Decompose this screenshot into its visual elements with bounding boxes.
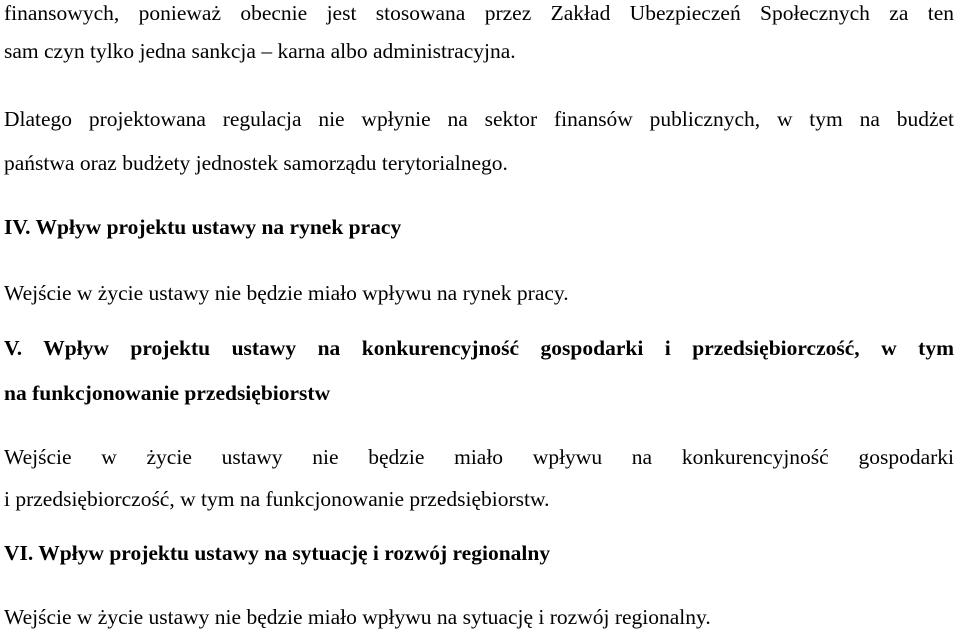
- section-heading-v-continued: na funkcjonowanie przedsiębiorstw: [4, 381, 331, 405]
- section-body-vi: Wejście w życie ustawy nie będzie miało wpływu na sytuację i rozwój regionalny.: [4, 605, 711, 629]
- section-heading-vi: VI. Wpływ projektu ustawy na sytuację i rozwój regionalny: [4, 541, 551, 565]
- paragraph-line: państwa oraz budżety jednostek samorządu terytorialnego.: [4, 151, 508, 175]
- section-body-iv: Wejście w życie ustawy nie będzie miało wpływu na rynek pracy.: [4, 281, 569, 305]
- section-heading-v: V. Wpływ projektu ustawy na konkurencyjność gospodarki i przedsiębiorczość, w tym: [4, 336, 954, 360]
- paragraph-line: Dlatego projektowana regulacja nie wpłynie na sektor finansów publicznych, w tym na budżet: [4, 107, 954, 131]
- section-body-v-continued: i przedsiębiorczość, w tym na funkcjonowanie przedsiębiorstw.: [4, 487, 550, 511]
- section-body-v: Wejście w życie ustawy nie będzie miało wpływu na konkurencyjność gospodarki: [4, 445, 954, 469]
- paragraph-line: sam czyn tylko jedna sankcja – karna albo administracyjna.: [4, 39, 516, 63]
- paragraph-line: finansowych, ponieważ obecnie jest stosowana przez Zakład Ubezpieczeń Społecznych za ten: [4, 1, 954, 25]
- section-heading-iv: IV. Wpływ projektu ustawy na rynek pracy: [4, 215, 402, 239]
